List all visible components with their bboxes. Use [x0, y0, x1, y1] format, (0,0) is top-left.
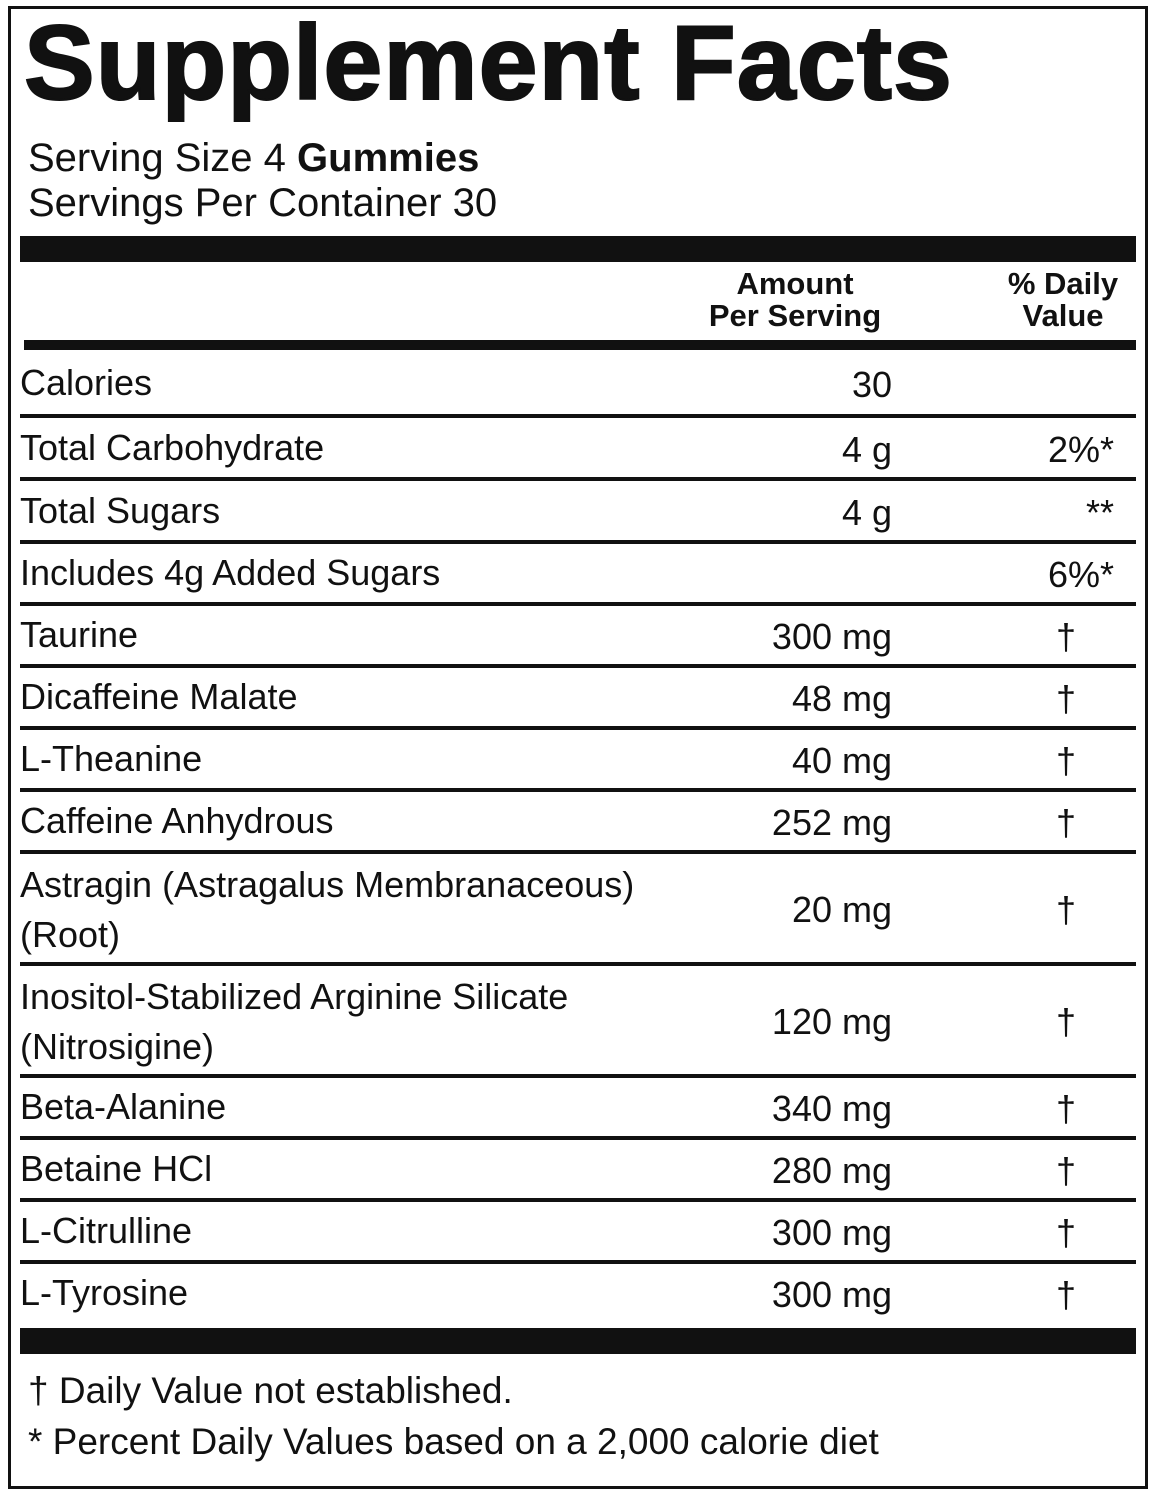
nutrient-amount: 300 mg [771, 616, 892, 657]
dv-header-line2: Value [1022, 298, 1104, 333]
table-row [20, 854, 1136, 966]
nutrient-daily-value: † [1055, 889, 1077, 930]
nutrient-name: L-Theanine [20, 738, 203, 779]
nutrient-amount: 4 g [841, 429, 892, 470]
nutrient-daily-value: ** [1085, 492, 1114, 533]
amount-header-line1: Amount [736, 266, 854, 301]
servings-per-container: Servings Per Container 30 [28, 181, 498, 225]
nutrient-name: Beta-Alanine [20, 1086, 227, 1127]
nutrient-daily-value: † [1055, 678, 1077, 719]
daily-value-column-header [988, 268, 1138, 332]
nutrient-amount: 20 mg [791, 889, 892, 930]
panel-title: Supplement Facts [24, 4, 953, 122]
nutrient-amount: 300 mg [771, 1212, 892, 1253]
table-row [20, 792, 1136, 854]
nutrient-amount: 300 mg [771, 1274, 892, 1315]
nutrient-amount: 30 [851, 364, 892, 405]
footnote-dagger: † Daily Value not established. [28, 1370, 513, 1411]
nutrient-amount: 252 mg [771, 802, 892, 843]
nutrient-daily-value: 2%* [1047, 429, 1114, 470]
amount-column-header [688, 268, 902, 332]
nutrient-name: Total Carbohydrate [20, 426, 325, 468]
nutrient-daily-value: † [1055, 1088, 1077, 1129]
nutrient-amount: 340 mg [771, 1088, 892, 1129]
table-row [20, 730, 1136, 792]
nutrient-daily-value: 6%* [1047, 554, 1114, 595]
table-row [20, 966, 1136, 1078]
table-row [20, 481, 1136, 544]
dv-header-line1: % Daily [1007, 266, 1119, 301]
serving-size [28, 138, 479, 178]
nutrient-amount: 280 mg [771, 1150, 892, 1191]
nutrient-name: Inositol-Stabilized Arginine Silicate (Nitrosigine) [20, 976, 569, 1067]
nutrient-name: Taurine [20, 614, 139, 655]
table-row [20, 1078, 1136, 1140]
serving-size-label: Serving Size 4 [28, 136, 286, 180]
top-thick-divider [20, 236, 1136, 262]
nutrient-daily-value: † [1055, 1212, 1077, 1253]
nutrient-name: Betaine HCl [20, 1148, 213, 1189]
table-row [20, 606, 1136, 668]
nutrient-daily-value: † [1055, 1001, 1077, 1042]
nutrient-name: Caffeine Anhydrous [20, 800, 334, 841]
footnote-asterisk: * Percent Daily Values based on a 2,000 calorie diet [28, 1421, 879, 1462]
nutrient-amount: 40 mg [791, 740, 892, 781]
nutrient-daily-value: † [1055, 802, 1077, 843]
nutrient-name: L-Citrulline [20, 1210, 193, 1251]
serving-size-unit: Gummies [297, 136, 480, 180]
table-row [20, 352, 1136, 418]
table-row [20, 544, 1136, 606]
nutrient-name: Total Sugars [20, 489, 221, 531]
table-row [20, 1202, 1136, 1264]
nutrient-table [20, 352, 1136, 1326]
nutrient-amount: 4 g [841, 492, 892, 533]
bottom-thick-divider [20, 1328, 1136, 1354]
table-row [20, 668, 1136, 730]
nutrient-name: Astragin (Astragalus Membranaceous) (Root) [20, 864, 635, 955]
nutrient-name: L-Tyrosine [20, 1272, 189, 1313]
nutrient-amount: 48 mg [791, 678, 892, 719]
nutrient-name: Dicaffeine Malate [20, 676, 298, 717]
table-row [20, 418, 1136, 481]
header-divider [24, 340, 1136, 350]
nutrient-daily-value: † [1055, 1274, 1077, 1315]
nutrient-name: Calories [20, 362, 153, 403]
nutrient-daily-value: † [1055, 616, 1077, 657]
nutrient-daily-value: † [1055, 740, 1077, 781]
table-row [20, 1140, 1136, 1202]
nutrient-amount: 120 mg [771, 1001, 892, 1042]
nutrient-daily-value: † [1055, 1150, 1077, 1191]
amount-header-line2: Per Serving [708, 298, 882, 333]
table-row [20, 1264, 1136, 1326]
nutrient-name: Includes 4g Added Sugars [20, 552, 441, 593]
